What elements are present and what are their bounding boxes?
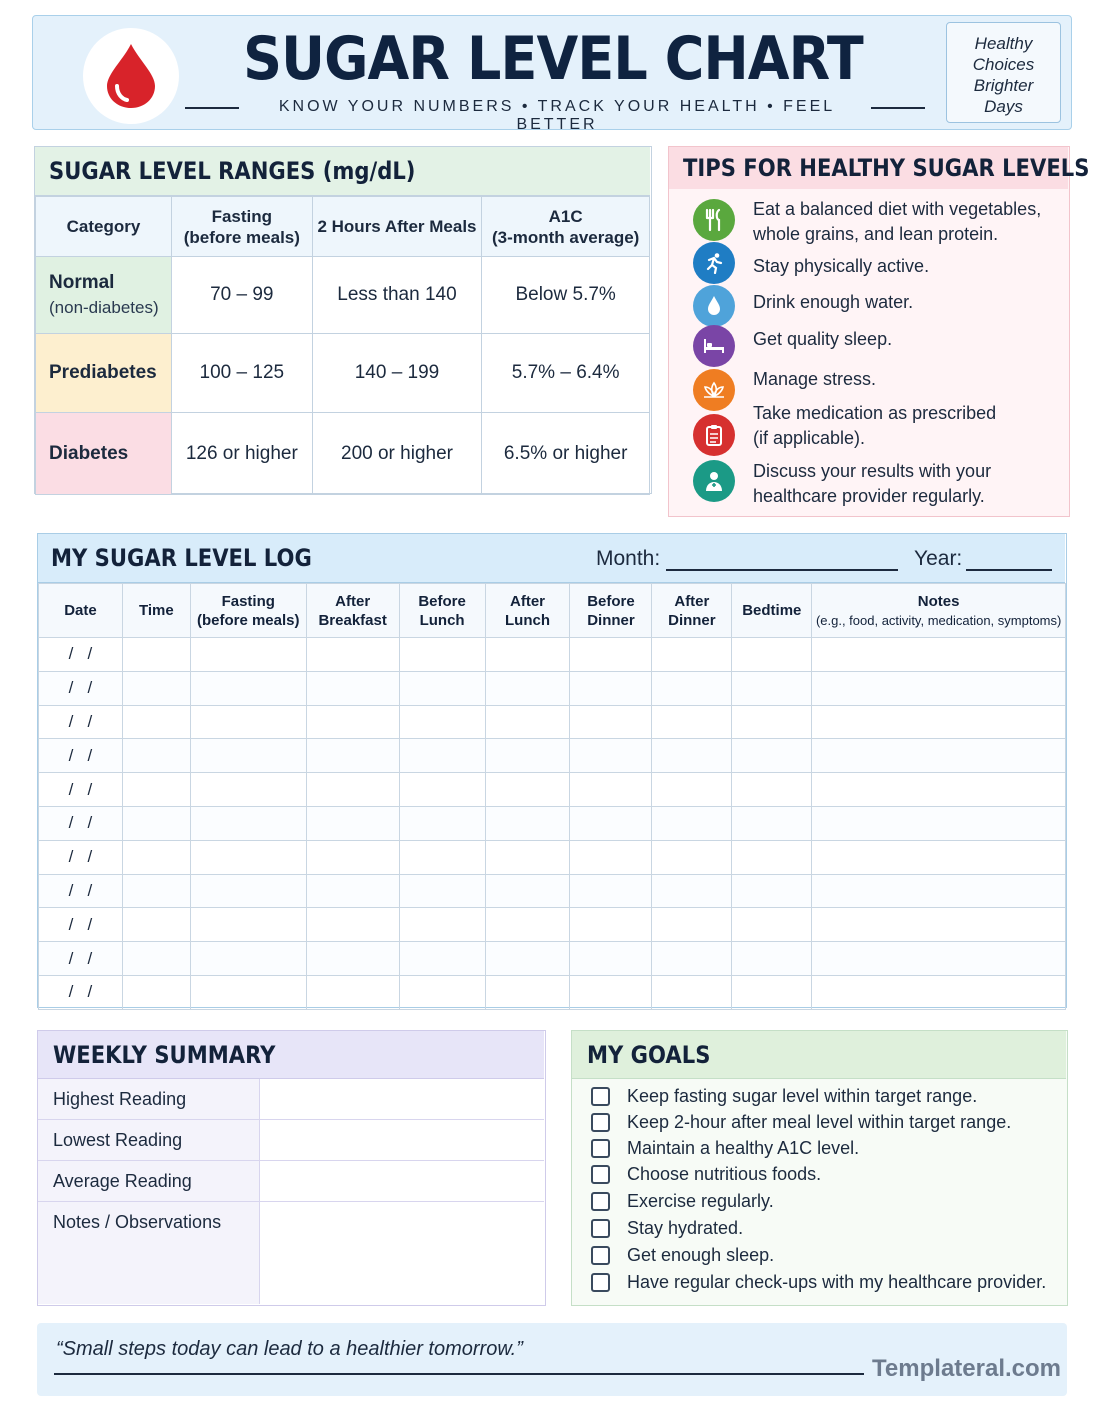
month-label: Month: [596, 547, 661, 570]
a1c-cell: Below 5.7% [482, 257, 650, 334]
log-entry-cell[interactable] [570, 908, 652, 942]
log-entry-cell[interactable] [570, 638, 652, 672]
log-entry-cell[interactable] [122, 908, 190, 942]
log-entry-cell[interactable] [485, 806, 570, 840]
log-entry-cell[interactable] [652, 908, 732, 942]
page-title: SUGAR LEVEL CHART [243, 24, 863, 94]
log-col-after-breakfast: After Breakfast [306, 584, 399, 638]
log-entry-cell[interactable] [399, 975, 485, 1009]
motto-line: Choices [972, 55, 1035, 74]
log-row [39, 671, 1066, 705]
tip-text: Manage stress. [753, 369, 877, 389]
goal-checkbox[interactable] [591, 1139, 610, 1158]
goal-checkbox[interactable] [591, 1113, 610, 1132]
log-entry-cell[interactable] [652, 638, 732, 672]
log-entry-cell[interactable] [306, 874, 399, 908]
motto-line: Days [984, 97, 1023, 116]
tip-text: Eat a balanced diet with vegetables, whole grains, and lean protein. [753, 199, 1042, 244]
year-field[interactable] [966, 569, 1052, 571]
tip-text: Stay physically active. [753, 256, 930, 276]
log-entry-cell[interactable] [306, 975, 399, 1009]
weekly-label-highest: Highest Reading [38, 1079, 259, 1120]
log-entry-cell[interactable] [399, 874, 485, 908]
footer-banner [37, 1323, 1067, 1396]
log-col-after-dinner: After Dinner [652, 584, 732, 638]
log-entry-cell[interactable] [190, 874, 306, 908]
log-entry-cell[interactable] [485, 874, 570, 908]
log-entry-cell[interactable] [812, 671, 1066, 705]
log-entry-cell[interactable] [122, 874, 190, 908]
log-entry-cell[interactable] [306, 705, 399, 739]
weekly-field-lowest[interactable] [259, 1120, 544, 1161]
after-meal-cell: 140 – 199 [312, 334, 482, 413]
ranges-col-header: Category [36, 197, 172, 257]
log-entry-cell[interactable] [732, 975, 812, 1009]
tagline-rule-right [871, 107, 925, 109]
log-entry-cell[interactable] [399, 671, 485, 705]
log-entry-cell[interactable] [122, 975, 190, 1009]
log-date-cell[interactable]: / / [39, 942, 123, 976]
log-entry-cell[interactable] [399, 638, 485, 672]
weekly-label-notes: Notes / Observations [38, 1202, 259, 1304]
log-entry-cell[interactable] [190, 908, 306, 942]
goal-checkbox[interactable] [591, 1246, 610, 1265]
a1c-cell: 5.7% – 6.4% [482, 334, 650, 413]
month-field[interactable] [666, 569, 898, 571]
range-row-diabetes [36, 413, 650, 495]
log-entry-cell[interactable] [732, 671, 812, 705]
log-entry-cell[interactable] [122, 739, 190, 773]
log-entry-cell[interactable] [190, 840, 306, 874]
goal-text: Have regular check-ups with my healthcare provider. [627, 1272, 1047, 1292]
log-col-notes: Notes (e.g., food, activity, medication, symptoms) [812, 584, 1066, 638]
fasting-cell: 126 or higher [171, 413, 312, 495]
tagline-row [185, 96, 925, 133]
log-entry-cell[interactable] [652, 773, 732, 807]
log-entry-cell[interactable] [306, 840, 399, 874]
log-entry-cell[interactable] [306, 671, 399, 705]
log-entry-cell[interactable] [652, 671, 732, 705]
log-date-cell[interactable]: / / [39, 638, 123, 672]
log-entry-cell[interactable] [399, 773, 485, 807]
weekly-field-average[interactable] [259, 1161, 544, 1202]
tip-text: Discuss your results with your healthcare provider regularly. [753, 461, 992, 506]
log-entry-cell[interactable] [732, 773, 812, 807]
log-entry-cell[interactable] [306, 739, 399, 773]
log-entry-cell[interactable] [190, 773, 306, 807]
log-entry-cell[interactable] [652, 705, 732, 739]
clipboard-icon [693, 414, 735, 456]
log-col-after-lunch: After Lunch [485, 584, 570, 638]
ranges-col-header: A1C (3-month average) [482, 197, 650, 257]
bed-icon [693, 325, 735, 367]
weekly-field-notes[interactable] [259, 1202, 544, 1304]
log-entry-cell[interactable] [122, 671, 190, 705]
log-row [39, 975, 1066, 1009]
log-row [39, 705, 1066, 739]
log-entry-cell[interactable] [122, 705, 190, 739]
log-entry-cell[interactable] [732, 806, 812, 840]
log-date-cell[interactable]: / / [39, 908, 123, 942]
log-date-cell[interactable]: / / [39, 975, 123, 1009]
doctor-icon [693, 460, 735, 502]
log-entry-cell[interactable] [122, 773, 190, 807]
log-entry-cell[interactable] [570, 739, 652, 773]
log-entry-cell[interactable] [570, 874, 652, 908]
goals-title: MY GOALS [587, 1041, 711, 1069]
log-entry-cell[interactable] [812, 908, 1066, 942]
log-entry-cell[interactable] [485, 638, 570, 672]
log-entry-cell[interactable] [485, 705, 570, 739]
range-row-prediabetes [36, 334, 650, 413]
tips-section [668, 146, 1090, 517]
log-title: MY SUGAR LEVEL LOG [51, 544, 312, 572]
tips-header [669, 147, 1090, 189]
log-entry-cell[interactable] [812, 942, 1066, 976]
log-entry-cell[interactable] [122, 942, 190, 976]
goal-text: Choose nutritious foods. [627, 1164, 822, 1184]
log-entry-cell[interactable] [570, 806, 652, 840]
log-header [38, 534, 1065, 583]
weekly-label-lowest: Lowest Reading [38, 1120, 259, 1161]
category-cell: Normal (non-diabetes) [36, 257, 172, 334]
log-date-cell[interactable]: / / [39, 806, 123, 840]
motto-line: Healthy [974, 34, 1033, 53]
fasting-cell: 70 – 99 [171, 257, 312, 334]
a1c-cell: 6.5% or higher [482, 413, 650, 495]
category-cell: Diabetes [36, 413, 172, 495]
log-col-bedtime: Bedtime [732, 584, 812, 638]
log-entry-cell[interactable] [732, 739, 812, 773]
log-entry-cell[interactable] [732, 942, 812, 976]
log-entry-cell[interactable] [306, 806, 399, 840]
tip-text: Take medication as prescribed (if applicable). [753, 403, 997, 448]
log-row [39, 739, 1066, 773]
log-entry-cell[interactable] [190, 671, 306, 705]
water-drop-icon [693, 285, 735, 327]
log-entry-cell[interactable] [306, 773, 399, 807]
log-row [39, 840, 1066, 874]
tip-text: Drink enough water. [753, 292, 914, 312]
goal-text: Keep 2-hour after meal level within target range. [627, 1112, 1012, 1132]
log-entry-cell[interactable] [570, 975, 652, 1009]
log-date-cell[interactable]: / / [39, 874, 123, 908]
header-banner [32, 15, 1072, 133]
goal-text: Maintain a healthy A1C level. [627, 1138, 860, 1158]
ranges-header-row [36, 197, 650, 257]
log-entry-cell[interactable] [190, 975, 306, 1009]
log-entry-cell[interactable] [652, 739, 732, 773]
tip-text: Get quality sleep. [753, 329, 893, 349]
tagline-rule-left [185, 107, 239, 109]
log-entry-cell[interactable] [399, 942, 485, 976]
log-row [39, 908, 1066, 942]
log-entry-cell[interactable] [190, 739, 306, 773]
log-row [39, 638, 1066, 672]
log-entry-cell[interactable] [485, 773, 570, 807]
brand-link[interactable]: Templateral.com [872, 1355, 1061, 1382]
log-date-cell[interactable]: / / [39, 705, 123, 739]
log-entry-cell[interactable] [485, 942, 570, 976]
fasting-cell: 100 – 125 [171, 334, 312, 413]
log-col-before-dinner: Before Dinner [570, 584, 652, 638]
weekly-field-highest[interactable] [259, 1079, 544, 1120]
log-date-cell[interactable]: / / [39, 840, 123, 874]
log-entry-cell[interactable] [652, 840, 732, 874]
goal-text: Stay hydrated. [627, 1218, 744, 1238]
log-entry-cell[interactable] [732, 705, 812, 739]
log-entry-cell[interactable] [399, 705, 485, 739]
log-entry-cell[interactable] [399, 908, 485, 942]
ranges-title: SUGAR LEVEL RANGES (mg/dL) [49, 157, 416, 185]
log-entry-cell[interactable] [652, 874, 732, 908]
log-col-date: Date [39, 584, 123, 638]
log-entry-cell[interactable] [652, 975, 732, 1009]
log-entry-cell[interactable] [652, 806, 732, 840]
log-entry-cell[interactable] [399, 739, 485, 773]
log-col-fasting: Fasting (before meals) [190, 584, 306, 638]
log-entry-cell[interactable] [732, 908, 812, 942]
log-entry-cell[interactable] [122, 840, 190, 874]
log-entry-cell[interactable] [306, 908, 399, 942]
log-entry-cell[interactable] [190, 705, 306, 739]
log-section [37, 533, 1067, 1008]
log-entry-cell[interactable] [485, 739, 570, 773]
log-entry-cell[interactable] [812, 739, 1066, 773]
log-entry-cell[interactable] [485, 671, 570, 705]
goal-text: Keep fasting sugar level within target range. [627, 1086, 978, 1106]
motto-line: Brighter [973, 76, 1034, 95]
log-col-before-lunch: Before Lunch [399, 584, 485, 638]
log-date-cell[interactable]: / / [39, 773, 123, 807]
log-entry-cell[interactable] [732, 840, 812, 874]
quote-rule [54, 1373, 864, 1375]
log-entry-cell[interactable] [732, 874, 812, 908]
after-meal-cell: Less than 140 [312, 257, 482, 334]
log-entry-cell[interactable] [306, 942, 399, 976]
goal-checkbox[interactable] [591, 1273, 610, 1292]
log-entry-cell[interactable] [190, 638, 306, 672]
log-row [39, 773, 1066, 807]
ranges-table [35, 196, 650, 495]
log-entry-cell[interactable] [570, 705, 652, 739]
log-entry-cell[interactable] [812, 874, 1066, 908]
log-entry-cell[interactable] [570, 840, 652, 874]
quote: “Small steps today can lead to a healthier tomorrow.” [56, 1338, 523, 1360]
log-entry-cell[interactable] [190, 942, 306, 976]
motto-box [946, 22, 1061, 123]
log-col-time: Time [122, 584, 190, 638]
log-row [39, 874, 1066, 908]
log-entry-cell[interactable] [812, 840, 1066, 874]
log-date-cell[interactable]: / / [39, 671, 123, 705]
goals-header [572, 1031, 1066, 1079]
log-entry-cell[interactable] [732, 638, 812, 672]
goal-checkbox[interactable] [591, 1087, 610, 1106]
log-header-row [39, 584, 1066, 638]
weekly-summary-section [37, 1030, 546, 1306]
goal-text: Exercise regularly. [627, 1191, 774, 1211]
weekly-label-average: Average Reading [38, 1161, 259, 1202]
goal-checkbox[interactable] [591, 1219, 610, 1238]
weekly-header [38, 1031, 544, 1079]
log-entry-cell[interactable] [570, 942, 652, 976]
utensils-icon [693, 199, 735, 241]
ranges-col-header: Fasting (before meals) [171, 197, 312, 257]
goal-text: Get enough sleep. [627, 1245, 775, 1265]
log-entry-cell[interactable] [399, 806, 485, 840]
log-entry-cell[interactable] [122, 806, 190, 840]
log-entry-cell[interactable] [812, 705, 1066, 739]
log-row [39, 806, 1066, 840]
log-entry-cell[interactable] [190, 806, 306, 840]
running-icon [693, 242, 735, 284]
goal-checkbox[interactable] [591, 1192, 610, 1211]
log-table [38, 583, 1066, 1010]
ranges-col-header: 2 Hours After Meals [312, 197, 482, 257]
log-entry-cell[interactable] [399, 840, 485, 874]
log-entry-cell[interactable] [812, 975, 1066, 1009]
ranges-header [35, 147, 650, 196]
log-entry-cell[interactable] [122, 638, 190, 672]
log-entry-cell[interactable] [485, 908, 570, 942]
log-entry-cell[interactable] [485, 975, 570, 1009]
log-row [39, 942, 1066, 976]
lotus-icon [693, 369, 735, 411]
log-entry-cell[interactable] [485, 840, 570, 874]
log-body [39, 638, 1066, 1010]
log-entry-cell[interactable] [570, 773, 652, 807]
ranges-section [34, 146, 652, 494]
log-entry-cell[interactable] [652, 942, 732, 976]
category-cell: Prediabetes [36, 334, 172, 413]
weekly-title: WEEKLY SUMMARY [53, 1041, 276, 1069]
log-entry-cell[interactable] [812, 638, 1066, 672]
year-label: Year: [914, 547, 963, 570]
log-entry-cell[interactable] [812, 806, 1066, 840]
tagline: KNOW YOUR NUMBERS • TRACK YOUR HEALTH • FEEL BETTER [278, 98, 836, 133]
log-entry-cell[interactable] [570, 671, 652, 705]
goals-section [571, 1030, 1068, 1306]
log-date-cell[interactable]: / / [39, 739, 123, 773]
log-entry-cell[interactable] [812, 773, 1066, 807]
range-row-normal [36, 257, 650, 334]
after-meal-cell: 200 or higher [312, 413, 482, 495]
log-entry-cell[interactable] [306, 638, 399, 672]
tips-title: TIPS FOR HEALTHY SUGAR LEVELS [683, 154, 1090, 182]
goal-checkbox[interactable] [591, 1165, 610, 1184]
